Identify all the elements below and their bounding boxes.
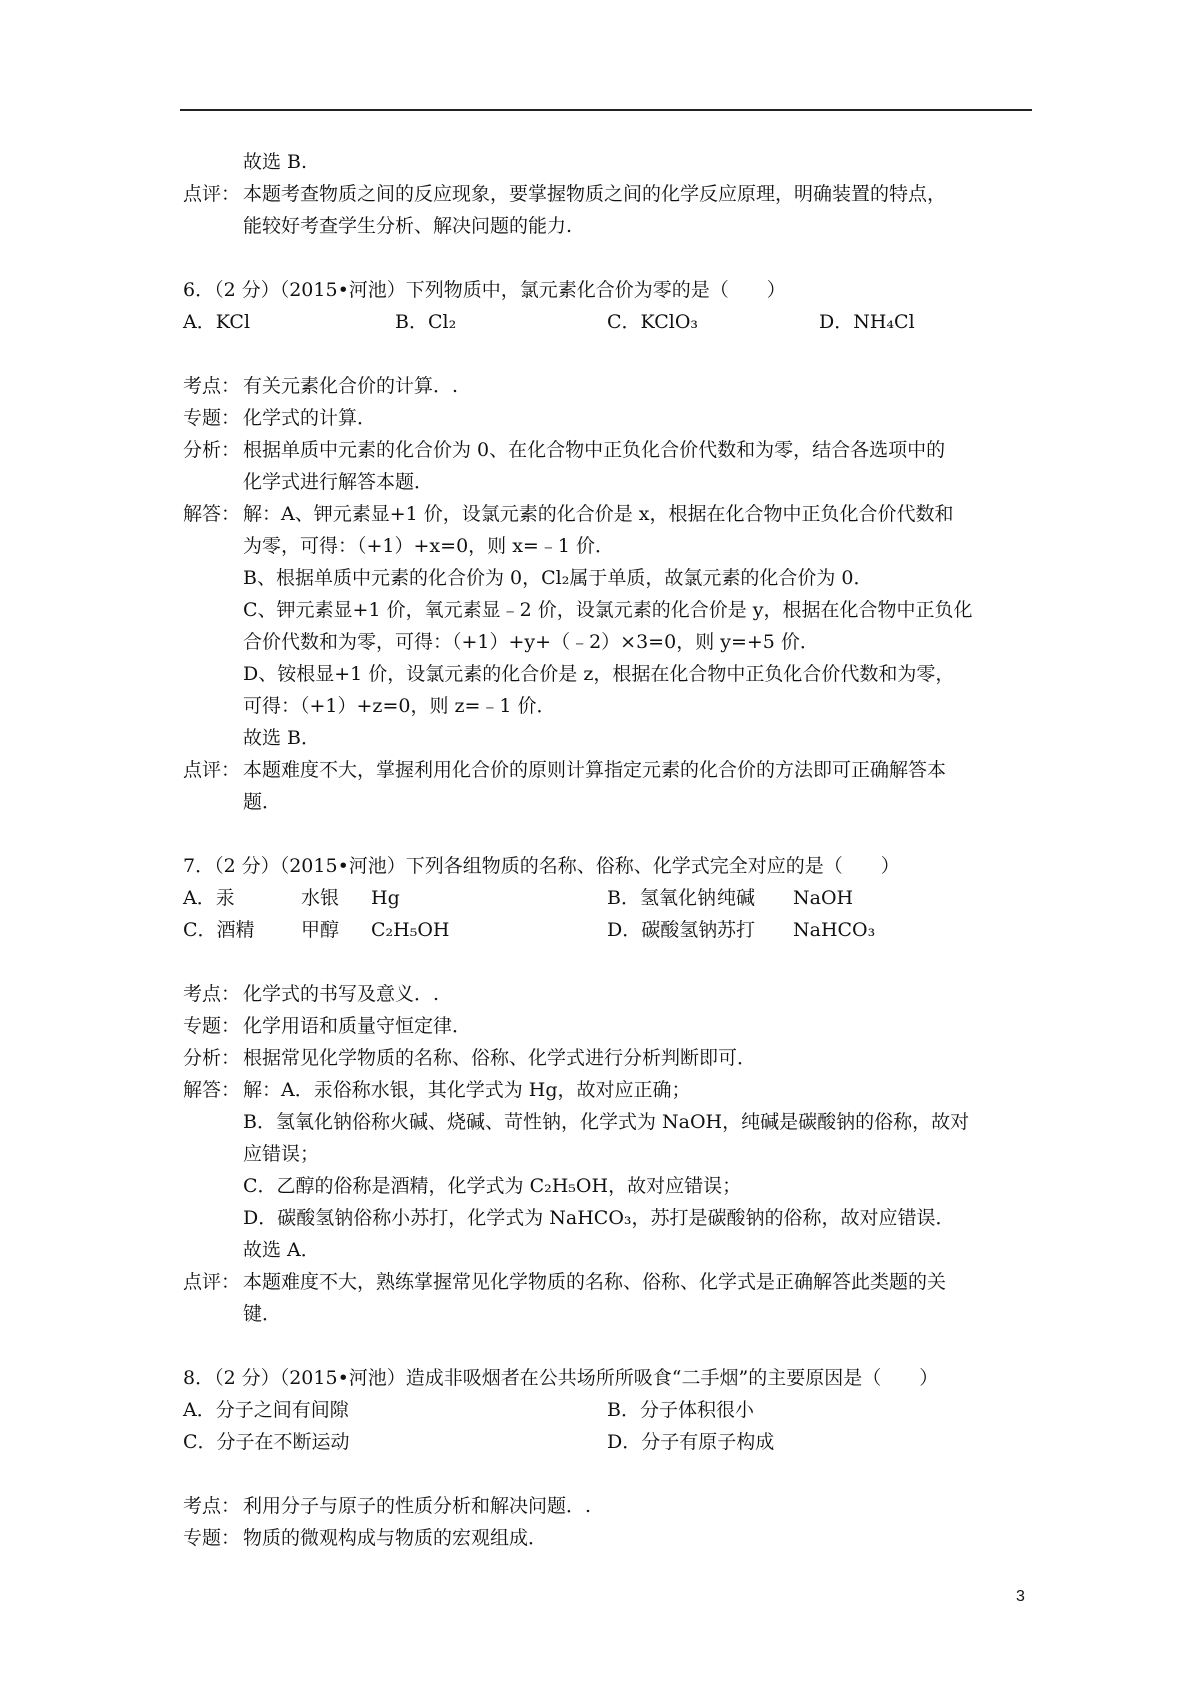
comment-line: 本题考查物质之间的反应现象，要掌握物质之间的化学反应原理，明确装置的特点， (243, 183, 947, 205)
option-d: D．分子有原子构成 (607, 1431, 775, 1453)
page-number: 3 (1016, 1588, 1025, 1605)
option-a: A．KCl (183, 311, 251, 333)
comment-block (183, 178, 1033, 242)
q7-analysis: 分析： 根据常见化学物质的名称、俗称、化学式进行分析判断即可． (183, 1047, 757, 1069)
option-d: D．碳酸氢钠 苏打 NaHCO₃ (607, 919, 876, 941)
q6-topic: 专题： 化学式的计算． (183, 407, 377, 429)
question-7-stem: 7．（2 分）（2015•河池）下列各组物质的名称、俗称、化学式完全对应的是（ ） (183, 855, 900, 877)
q7-topic: 专题： 化学用语和质量守恒定律． (183, 1015, 472, 1037)
question-7-options-row1 (183, 882, 1033, 914)
option-b: B．Cl₂ (395, 311, 457, 333)
q8-topic: 专题： 物质的微观构成与物质的宏观组成． (183, 1527, 548, 1549)
q6-knowledge-point: 考点： 有关元素化合价的计算．. (183, 375, 459, 397)
q7-comment: 点评： 本题难度不大，熟练掌握常见化学物质的名称、俗称、化学式是正确解答此类题的关 键． (183, 1271, 947, 1325)
comment-line: 能较好考查学生分析、解决问题的能力. (243, 215, 573, 237)
option-a: A．分子之间有间隙 (183, 1399, 349, 1421)
header-rule (180, 109, 1032, 111)
option-c: C．酒精 甲醇 C₂H₅OH (183, 919, 450, 941)
q6-analysis: 分析： 根据单质中元素的化合价为 0、在化合物中正负化合价代数和为零，结合各选项中的 化学式进行解答本题． (183, 439, 946, 493)
q8-knowledge-point: 考点： 利用分子与原子的性质分析和解决问题．. (183, 1495, 592, 1517)
option-c: C．KClO₃ (607, 311, 699, 333)
q6-comment: 点评： 本题难度不大，掌握利用化合价的原则计算指定元素的化合价的方法即可正确解答本 题． (183, 759, 947, 813)
question-6-stem: 6．（2 分）（2015•河池）下列物质中，氯元素化合价为零的是（ ） (183, 279, 786, 301)
option-d: D．NH₄Cl (819, 311, 915, 333)
question-8-stem: 8．（2 分）（2015•河池）造成非吸烟者在公共场所所吸食“二手烟”的主要原因是（ ） (183, 1367, 939, 1389)
answer-choice: 故选 B. (243, 151, 308, 173)
question-7-options-row2 (183, 914, 1033, 946)
document-page (183, 146, 1033, 1554)
question-6-options (183, 306, 1033, 338)
option-c: C．分子在不断运动 (183, 1431, 350, 1453)
q7-knowledge-point: 考点： 化学式的书写及意义．. (183, 983, 440, 1005)
q7-solution: 解答： 解：A．汞俗称水银，其化学式为 Hg，故对应正确； B．氢氧化钠俗称火碱、烧碱、苛性钠，化学式为 NaOH，纯碱是碳酸钠的俗称，故对 应错误； C．乙醇的俗称是酒精，化学式为 C₂H₅OH，故对应错误； D．碳酸氢钠俗称小苏打，化学式为 NaHCO₃，苏打是碳酸钠的俗称，故对应错误． 故选 A． (183, 1079, 970, 1261)
option-b: B．分子体积很小 (607, 1399, 754, 1421)
question-8-options-row1 (183, 1394, 1033, 1426)
q6-solution: 解答： 解：A、钾元素显+1 价，设氯元素的化合价是 x，根据在化合物中正负化合价代数和 为零，可得：（+1）+x=0，则 x=﹣1 价． B、根据单质中元素的化合价为 0，Cl₂属于单质，故氯元素的化合价为 0． C、钾元素显+1 价，氧元素显﹣2 价，设氯元素的化合价是 y，根据在化合物中正负化 合价代数和为零，可得：（+1）+y+（﹣2）×3=0，则 y=+5 价． D、铵根显+1 价，设氯元素的化合价是 z，根据在化合物中正负化合价代数和为零， 可得：（+1）+z=0，则 z=﹣1 价． 故选 B． (183, 503, 973, 749)
comment-label: 点评： (183, 183, 241, 205)
option-a: A．汞 水银 Hg (183, 887, 400, 909)
option-b: B．氢氧化钠 纯碱 NaOH (607, 887, 854, 909)
question-8-options-row2 (183, 1426, 1033, 1458)
